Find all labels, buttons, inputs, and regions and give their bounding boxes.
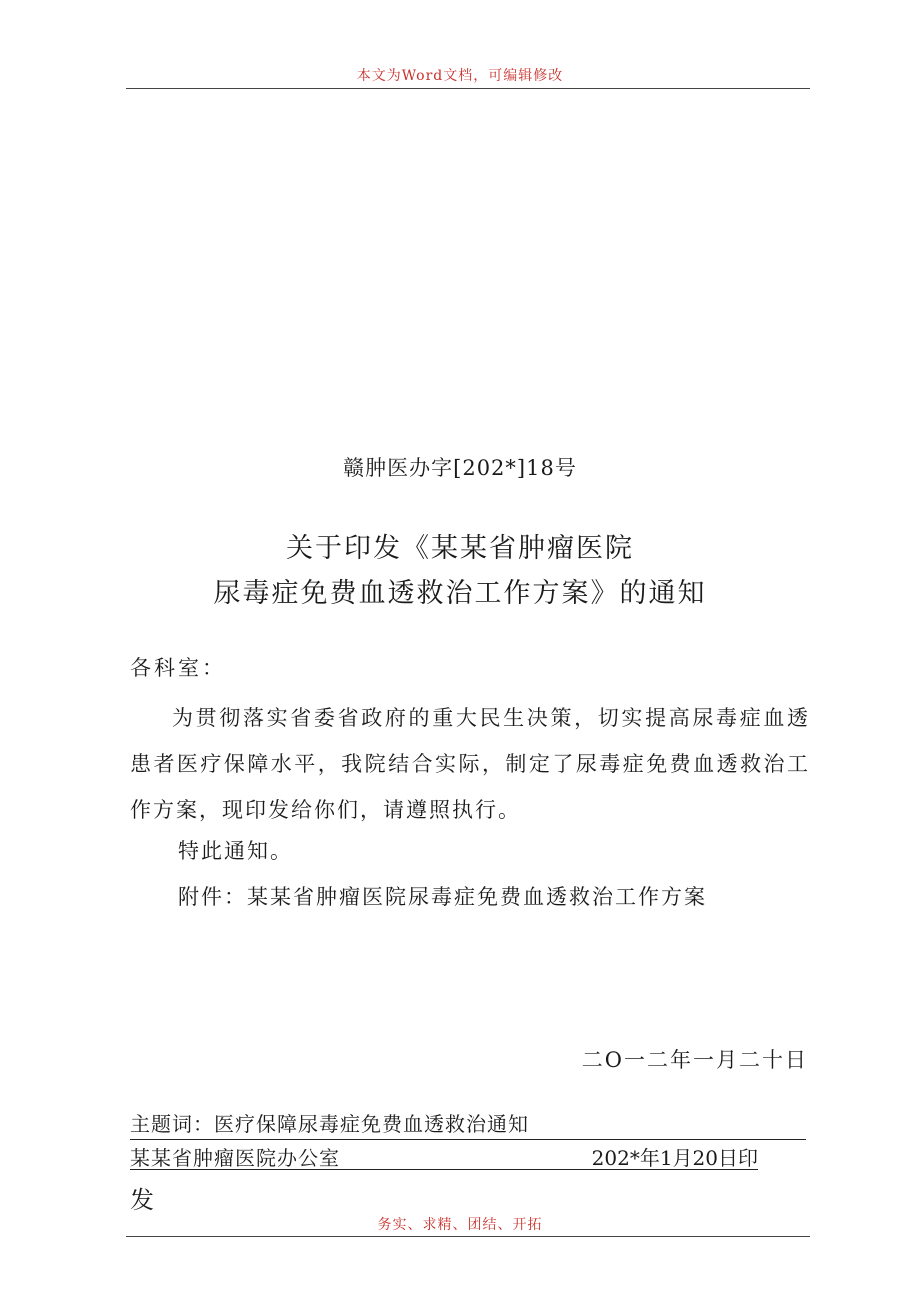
attachment-line: 附件：某某省肿瘤医院尿毒症免费血透救治工作方案 [178,885,707,909]
document-title-line-2: 尿毒症免费血透救治工作方案》的通知 [213,578,707,609]
body-paragraph: 为贯彻落实省委省政府的重大民生决策，切实提高尿毒症血透患者医疗保障水平，我院结合实际，制定了尿毒症免费血透救治工作方案，现印发给你们，请遵照执行。 [130,706,810,822]
issue-date-tail: 发 [130,1186,154,1214]
salutation: 各科室： [130,656,226,680]
issuer-row [130,1142,758,1170]
issue-date: 202*年1月20日印 [591,1146,758,1170]
footer-rule [126,1236,810,1237]
document-title-line-1: 关于印发《某某省肿瘤医院 [286,533,634,564]
subject-terms: 主题词：医疗保障尿毒症免费血透救治通知 [130,1108,806,1140]
document-number: 赣肿医办字[202*]18号 [343,456,577,480]
footer-note: 务实、求精、团结、开拓 [377,1217,543,1233]
issuer-name: 某某省肿瘤医院办公室 [130,1146,340,1170]
header-note: 本文为Word文档，可编辑修改 [356,68,564,84]
header-rule [126,88,810,89]
notice-line: 特此通知。 [178,839,293,863]
document-date: 二O一二年一月二十日 [581,1048,808,1072]
